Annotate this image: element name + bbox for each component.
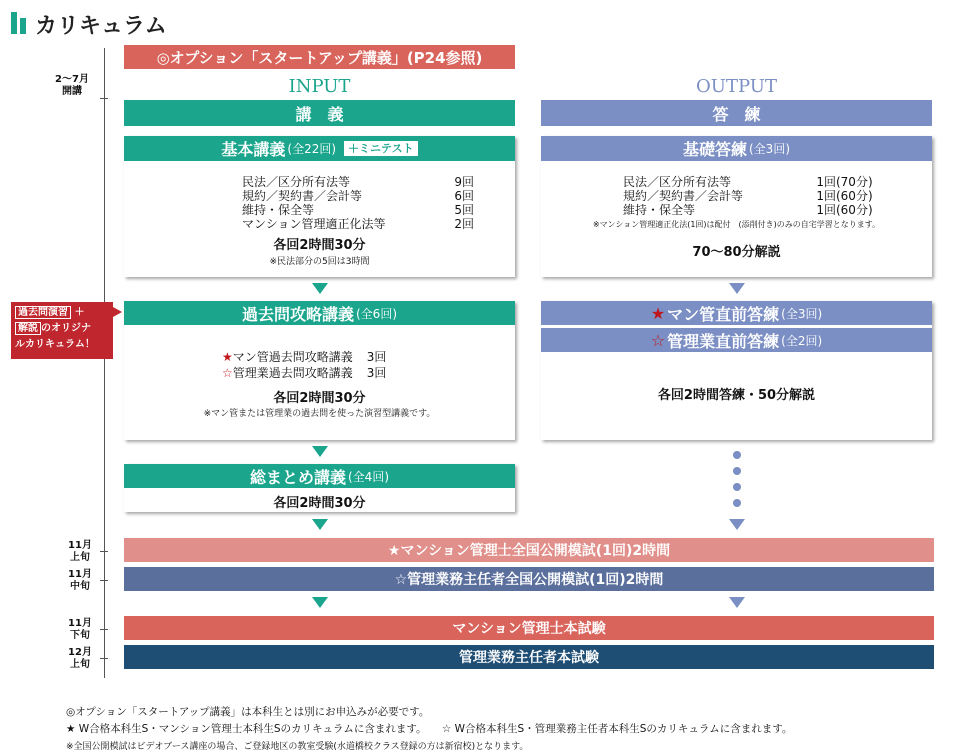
arrow-down-icon	[312, 519, 328, 530]
basic-lecture-time: 各回2時間30分	[273, 238, 366, 253]
summary-lecture-header	[124, 464, 515, 488]
row-value: 1回(60分)	[816, 203, 873, 217]
basic-drill-time: 70〜80分解説	[692, 245, 781, 260]
row-value: 3回	[366, 366, 387, 380]
side-tag-line2	[15, 321, 109, 337]
side-tag-arrow-icon	[113, 307, 122, 317]
row-name: マンション管理適正化法等	[242, 217, 386, 231]
past-lecture-title: 過去問攻略講義	[241, 304, 354, 324]
dot-icon	[733, 483, 741, 491]
past-lecture-note: ※マン管または管理業の過去問を使った演習型講義です。	[203, 409, 436, 419]
basic-lecture-header	[124, 136, 515, 161]
final-exam-mankan: マンション管理士本試験	[124, 616, 934, 640]
row-value: 6回	[454, 189, 475, 203]
kanri-drill-header	[541, 328, 932, 352]
kanri-drill-count: (全2回)	[781, 333, 823, 348]
star-outline-icon: ☆	[650, 330, 666, 350]
basic-lecture-table	[242, 175, 515, 231]
side-tag-line1	[15, 305, 109, 321]
summary-lecture-title: 総まとめ講義	[249, 467, 346, 487]
basic-lecture-card	[124, 136, 515, 277]
basic-drill-title: 基礎答練	[682, 140, 747, 159]
past-lecture-table	[222, 349, 515, 381]
page-title: カリキュラム	[35, 14, 167, 39]
row-name: 民法／区分所有法等	[242, 175, 351, 189]
side-tag-line3: ルカリキュラム！	[15, 339, 95, 350]
row-name: マン管過去問攻略講義	[232, 350, 353, 364]
footnote-star: ★ W合格本科生S・マンション管理士本科生Sのカリキュラムに含まれます。	[66, 723, 427, 735]
basic-lecture-note: ※民法部分の5回は3時間	[269, 257, 370, 267]
input-heading: INPUT	[288, 76, 351, 97]
basic-lecture-title: 基本講義	[221, 140, 286, 159]
footnote-star-outline: ☆ W合格本科生S・管理業務主任者本科生Sのカリキュラムに含まれます。	[441, 723, 793, 735]
mankan-drill-count: (全3回)	[781, 306, 823, 321]
basic-lecture-count: (全22回)	[287, 142, 337, 156]
time-mid2	[60, 569, 100, 593]
dot-icon	[733, 499, 741, 507]
time-late1-label: 11月 下旬	[68, 618, 92, 641]
mock-exam-mankan: ★マンション管理士全国公開模試(1回)2時間	[124, 538, 934, 562]
pre-exam-drill-time: 各回2時間答練・50分解説	[657, 388, 816, 403]
timeline-tick	[100, 629, 108, 630]
pre-exam-drill-card	[541, 301, 932, 440]
list-item	[222, 365, 515, 381]
row-name: 規約／契約書／会計等	[242, 189, 363, 203]
timeline-line	[104, 48, 105, 678]
mini-test-badge: ＋ミニテスト	[344, 141, 418, 156]
row-value: 3回	[366, 350, 387, 364]
final-exam-kanri: 管理業務主任者本試験	[124, 645, 934, 669]
arrow-down-icon	[729, 597, 745, 608]
row-value: 1回(70分)	[816, 175, 873, 189]
time-mid1-label: 11月 上旬	[68, 540, 92, 563]
row-name: 規約／契約書／会計等	[623, 189, 744, 203]
timeline-tick	[100, 551, 108, 552]
basic-drill-count: (全3回)	[749, 142, 790, 156]
side-tag-term-expl: 解説	[15, 322, 41, 335]
lecture-label: 講 義	[124, 100, 515, 126]
summary-lecture-card	[124, 464, 515, 512]
time-mid2-label: 11月 中旬	[68, 569, 92, 592]
basic-drill-note: ※マンション管理適正化法(1回)は配付 (添削付き)のみの自宅学習となります。	[592, 220, 881, 229]
row-name: 維持・保全等	[242, 203, 315, 217]
mock-exam-kanri: ☆管理業務主任者全国公開模試(1回)2時間	[124, 567, 934, 591]
time-late2	[60, 647, 100, 671]
footnote-stars	[66, 721, 792, 736]
past-lecture-count: (全6回)	[356, 306, 397, 321]
summary-lecture-time: 各回2時間30分	[273, 496, 366, 511]
time-start	[52, 74, 92, 98]
arrow-down-icon	[729, 283, 745, 294]
output-heading: OUTPUT	[696, 76, 777, 97]
summary-lecture-count: (全4回)	[348, 469, 389, 484]
mankan-drill-header	[541, 301, 932, 325]
row-value: 9回	[454, 175, 475, 189]
dot-icon	[733, 451, 741, 459]
past-lecture-card	[124, 301, 515, 440]
row-name: 管理業過去問攻略講義	[232, 366, 353, 380]
time-late1	[60, 618, 100, 642]
timeline-tick	[100, 658, 108, 659]
timeline-tick	[100, 98, 108, 99]
past-lecture-time: 各回2時間30分	[273, 391, 366, 406]
side-tag-plus: ＋	[74, 307, 85, 318]
drill-label: 答 練	[541, 100, 932, 126]
row-name: 民法／区分所有法等	[623, 175, 732, 189]
basic-drill-card	[541, 136, 932, 277]
option-banner: ◎オプション「スタートアップ講義」(P24参照)	[124, 45, 515, 69]
arrow-down-icon	[312, 283, 328, 294]
arrow-down-icon	[312, 446, 328, 457]
arrow-down-icon	[729, 519, 745, 530]
side-tag-text: のオリジナ	[41, 323, 91, 334]
star-icon: ★	[222, 350, 233, 364]
row-value: 5回	[454, 203, 475, 217]
time-late2-label: 12月 上旬	[68, 647, 92, 670]
star-icon: ★	[650, 303, 666, 323]
timeline-tick	[100, 580, 108, 581]
mankan-drill-title: マン管直前答練	[667, 304, 780, 324]
row-value: 2回	[454, 217, 475, 231]
side-tag	[11, 302, 113, 359]
side-tag-term-past: 過去問演習	[15, 306, 71, 319]
past-lecture-header	[124, 301, 515, 325]
footnote-option: ◎オプション「スタートアップ講義」は本科生とは別にお申込みが必要です。	[66, 706, 430, 718]
row-value: 1回(60分)	[816, 189, 873, 203]
time-start-label: 2〜7月 開講	[55, 74, 89, 97]
footnote-mock: ※全国公開模試はビデオブース講座の場合、ご登録地区の教室受験(水道橋校クラス登録の方は新宿校)となります。	[66, 742, 529, 752]
title-icon	[11, 12, 29, 34]
dot-icon	[733, 467, 741, 475]
time-mid1	[60, 540, 100, 564]
arrow-down-icon	[312, 597, 328, 608]
list-item	[222, 349, 515, 365]
basic-drill-table	[623, 175, 932, 217]
row-name: 維持・保全等	[623, 203, 696, 217]
star-outline-icon: ☆	[222, 366, 233, 380]
basic-drill-header	[541, 136, 932, 161]
kanri-drill-title: 管理業直前答練	[667, 331, 780, 351]
